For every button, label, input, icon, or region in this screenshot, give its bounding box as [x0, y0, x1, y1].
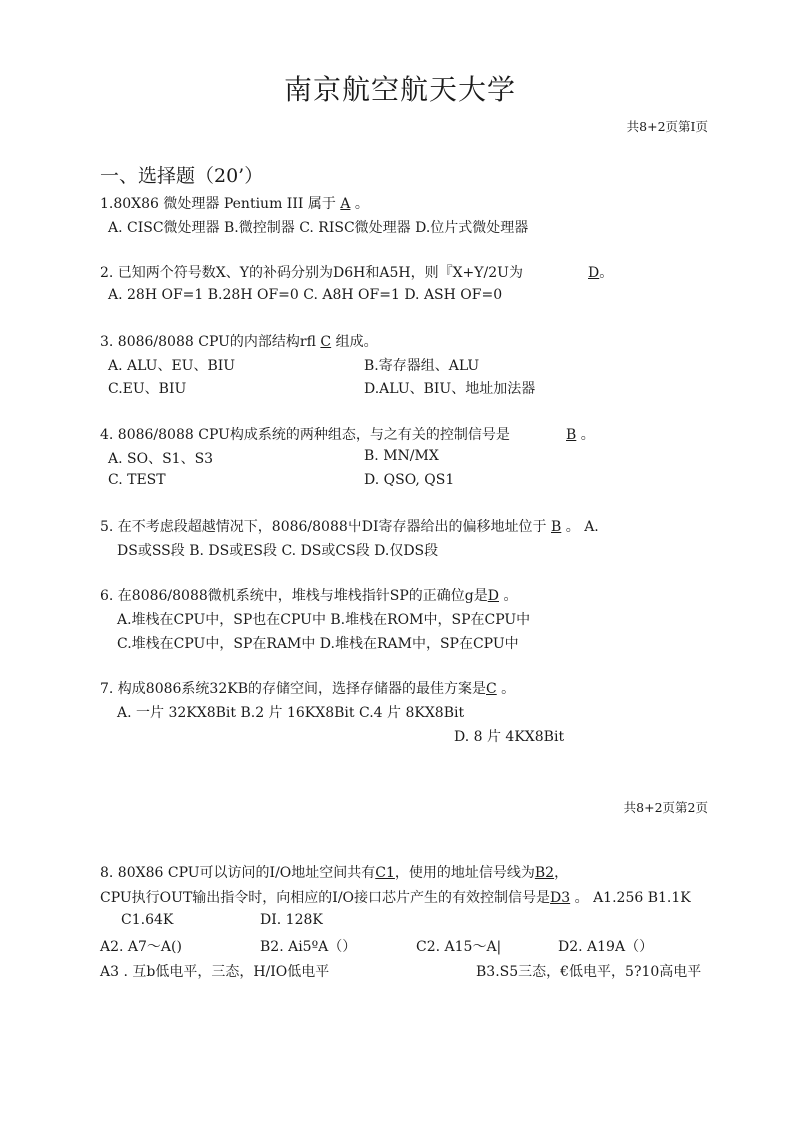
- answer-4: B: [566, 427, 577, 443]
- question-1: 1.80X86 微处理器 Pentium III 属于 A 。: [100, 196, 369, 212]
- question-3-option-b: B.寄存器组、ALU: [364, 358, 480, 374]
- question-1-options: A. CISC微处理器 B.微控制器 C. RISC微处理器 D.位片式微处理器: [108, 220, 529, 236]
- answer-1: A: [340, 196, 351, 212]
- question-8-option-a2: A2. A7～A(): [100, 939, 182, 955]
- page-title: 南京航空航天大学: [283, 73, 516, 106]
- question-8-option-c2: C2. A15～A|: [416, 939, 502, 955]
- question-8-option-b3: B3.S5三态，€低电平，5?10高电平: [476, 964, 702, 980]
- question-8-option-d2: D2. A19A（）: [558, 939, 654, 955]
- answer-2: D: [588, 265, 600, 281]
- page-number-2: 共8+2页第2页: [623, 800, 708, 815]
- answer-2-wrap: D。: [588, 265, 614, 281]
- question-4-option-a: A. SO、S1、S3: [108, 451, 214, 467]
- question-4-option-d: D. QSO, QS1: [364, 472, 455, 488]
- question-3-option-d: D.ALU、BIU、地址加法器: [364, 381, 536, 397]
- question-8-line-2: CPU执行OUT输出指令时，向相应的I/O接口芯片产生的有效控制信号是D3 。 A1.256 B1.1K: [100, 890, 691, 906]
- question-5: 5. 在不考虑段超越情况下，8086/8088屮DI寄存器给出的偏移地址位于 B 。 A.: [100, 519, 599, 535]
- question-3-option-a: A. ALU、EU、BIU: [108, 358, 236, 374]
- question-4-option-c: C. TEST: [108, 472, 166, 488]
- answer-8-c1: C1: [375, 865, 395, 881]
- section-title: 一、选择题（20’）: [100, 165, 264, 187]
- answer-8-d3: D3: [550, 890, 571, 906]
- question-3: 3. 8086/8088 CPU的内部结构rfl C 组成。: [100, 334, 378, 350]
- question-8-option-c1: C1.64K: [121, 912, 174, 928]
- answer-6: D: [487, 588, 499, 604]
- question-3-option-c: C.EU、BIU: [108, 381, 187, 397]
- question-2: 2. 已知两个符号数X、Y的补码分别为D6H和A5H，则『X+Y/2U为: [100, 265, 523, 281]
- question-7-options-line-1: A. 一片 32KX8Bit B.2 片 16KX8Bit C.4 片 8KX8Bit: [117, 705, 465, 721]
- answer-3: C: [320, 334, 332, 350]
- page-number-1: 共8+2页第I页: [626, 119, 708, 134]
- question-7: 7. 构成8086系统32KB的存储空间，选择存储器的最佳方案是C 。: [100, 681, 516, 697]
- question-7-options-line-2: D. 8 片 4KX8Bit: [454, 729, 565, 745]
- question-8-option-b2: B2. Ai5ºA（）: [260, 939, 357, 955]
- question-2-options: A. 28H OF=1 B.28H OF=0 C. A8H OF=1 D. ASH OF=0: [108, 287, 503, 303]
- question-6-options-line-1: A.堆栈在CPU中，SP也在CPU中 B.堆栈在ROM中，SP在CPU中: [117, 612, 531, 628]
- question-5-options: DS或SS段 B. DS或ES段 C. DS或CS段 D.仅DS段: [117, 543, 439, 559]
- question-8-line-1: 8. 80X86 CPU可以访问的I/O地址空间共有C1，使用的地址信号线为B2，: [100, 865, 569, 881]
- answer-5: B: [551, 519, 562, 535]
- question-4: 4. 8086/8088 CPU构成系统的两种组态，与之有关的控制信号是: [100, 427, 510, 443]
- question-6-options-line-2: C.堆栈在CPU中，SP在RAM中 D.堆栈在RAM中，SP在CPU中: [117, 636, 519, 652]
- question-4-option-b: B. MN/MX: [364, 448, 439, 464]
- answer-7: C: [486, 681, 497, 697]
- question-8-option-a3: A3 . 互b低电平，三态，H/IO低电平: [100, 964, 330, 980]
- question-6: 6. 在8086/8088微机系统中，堆栈与堆栈指针SP的正确位g是D 。: [100, 588, 518, 604]
- answer-4-wrap: B 。: [566, 427, 595, 443]
- question-8-option-d1: DI. 128K: [260, 912, 323, 928]
- answer-8-b2: B2: [534, 865, 555, 881]
